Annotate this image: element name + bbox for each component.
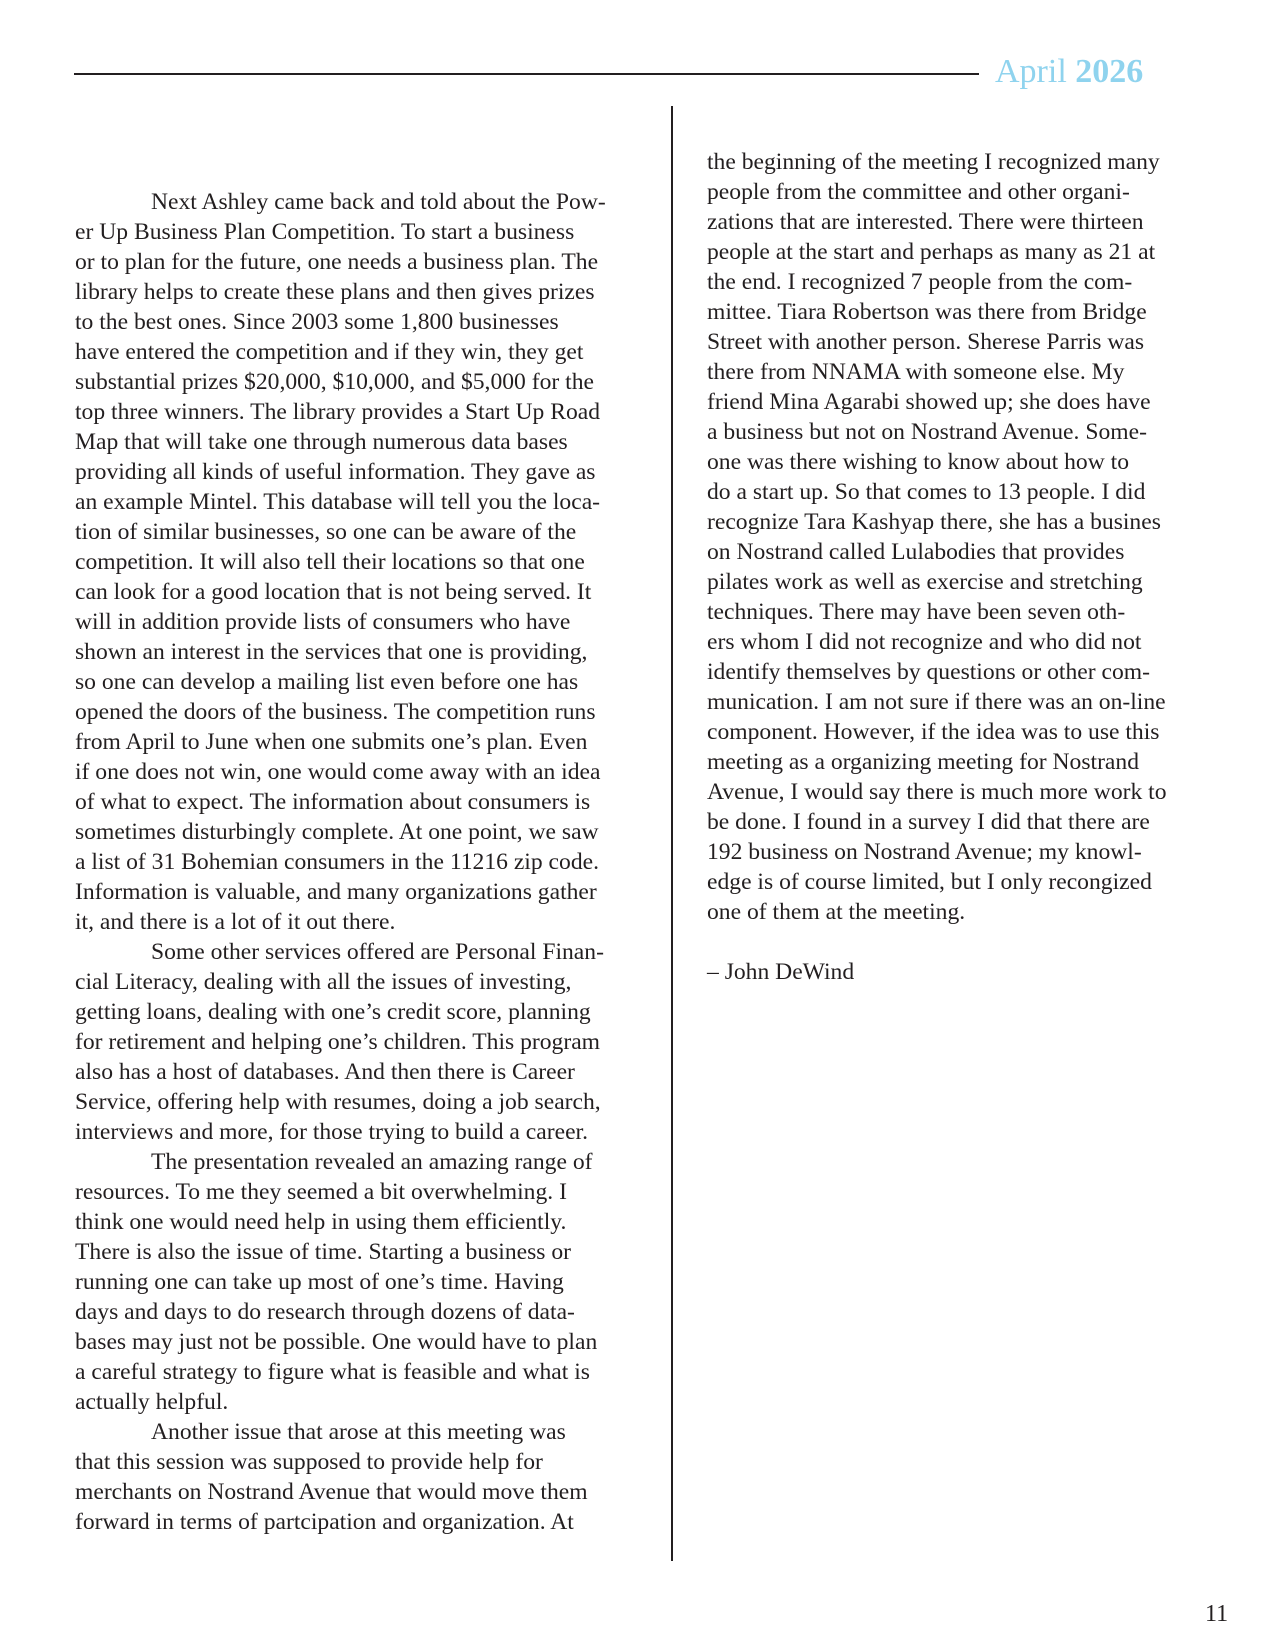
text-line: providing all kinds of useful information. They gave as [75,459,596,485]
text-line: if one does not win, one would come away with an idea [75,759,601,785]
text-line: for retirement and helping one’s children. This program [75,1029,601,1055]
text-line: identify themselves by questions or other com- [707,659,1150,685]
text-line: Information is valuable, and many organizations gather [75,879,597,905]
text-line: a list of 31 Bohemian consumers in the 11216 zip code. [75,849,599,875]
text-line: recognize Tara Kashyap there, she has a busines [707,509,1161,535]
issue-date [995,52,1143,92]
right-column [707,147,1227,987]
text-line: techniques. There may have been seven oth- [707,599,1126,625]
text-line: or to plan for the future, one needs a business plan. The [75,249,599,275]
left-column [75,187,645,1537]
text-line: will in addition provide lists of consumers who have [75,609,571,635]
text-line: Another issue that arose at this meeting was [151,1419,566,1445]
text-line: shown an interest in the services that one is providing, [75,639,588,665]
issue-month: April [995,53,1067,90]
text-line: The presentation revealed an amazing range of [151,1149,593,1175]
text-line: mittee. Tiara Robertson was there from Bridge [707,299,1147,325]
author-signature: – John DeWind [707,959,855,985]
page-number: 11 [1205,1601,1229,1627]
text-line: resources. To me they seemed a bit overwhelming. I [75,1179,567,1205]
text-line: Avenue, I would say there is much more work to [707,779,1167,805]
text-line: bases may just not be possible. One would have to plan [75,1329,598,1355]
text-line: people at the start and perhaps as many as 21 at [707,239,1156,265]
text-line: Map that will take one through numerous data bases [75,429,568,455]
text-line: an example Mintel. This database will tell you the loca- [75,489,601,515]
text-line: er Up Business Plan Competition. To start a business [75,219,575,245]
text-line: forward in terms of partcipation and organization. At [75,1509,574,1535]
text-line: it, and there is a lot of it out there. [75,909,396,935]
text-line: Service, offering help with resumes, doing a job search, [75,1089,601,1115]
text-line: pilates work as well as exercise and stretching [707,569,1143,595]
text-line: days and days to do research through dozens of data- [75,1299,575,1325]
header-rule [74,73,979,75]
text-line: sometimes disturbingly complete. At one point, we saw [75,819,599,845]
text-line: library helps to create these plans and then gives prizes [75,279,595,305]
text-line: top three winners. The library provides a Start Up Road [75,399,601,425]
text-line: Some other services offered are Personal Finan- [151,939,604,965]
text-line: ers whom I did not recognize and who did not [707,629,1142,655]
text-line: competition. It will also tell their locations so that one [75,549,585,575]
text-line: zations that are interested. There were thirteen [707,209,1144,235]
text-line: think one would need help in using them efficiently. [75,1209,567,1235]
text-line: running one can take up most of one’s time. Having [75,1269,564,1295]
text-line: 192 business on Nostrand Avenue; my knowl- [707,839,1142,865]
text-line: meeting as a organizing meeting for Nostrand [707,749,1139,775]
text-line: interviews and more, for those trying to build a career. [75,1119,589,1145]
text-line: the beginning of the meeting I recognized many [707,149,1160,175]
text-line: be done. I found in a survey I did that there are [707,809,1150,835]
text-line: Next Ashley came back and told about the Pow- [151,189,606,215]
text-line: munication. I am not sure if there was an on-line [707,689,1166,715]
text-line: substantial prizes $20,000, $10,000, and $5,000 for the [75,369,594,395]
text-line: friend Mina Agarabi showed up; she does have [707,389,1151,415]
text-line: from April to June when one submits one’s plan. Even [75,729,588,755]
text-line: people from the committee and other organi- [707,179,1130,205]
text-line: merchants on Nostrand Avenue that would move them [75,1479,588,1505]
text-line: a business but not on Nostrand Avenue. Some- [707,419,1147,445]
text-line: to the best ones. Since 2003 some 1,800 businesses [75,309,559,335]
text-line: there from NNAMA with someone else. My [707,359,1125,385]
column-divider [671,106,673,1561]
text-line: on Nostrand called Lulabodies that provides [707,539,1125,565]
text-line: have entered the competition and if they win, they get [75,339,584,365]
text-line: so one can develop a mailing list even before one has [75,669,579,695]
text-line: the end. I recognized 7 people from the com- [707,269,1133,295]
text-line: a careful strategy to figure what is feasible and what is [75,1359,590,1385]
text-line: do a start up. So that comes to 13 people. I did [707,479,1146,505]
text-line: actually helpful. [75,1389,229,1415]
text-line: opened the doors of the business. The competition runs [75,699,596,725]
text-line: can look for a good location that is not being served. It [75,579,592,605]
text-line: There is also the issue of time. Starting a business or [75,1239,572,1265]
text-line: of what to expect. The information about consumers is [75,789,591,815]
text-line: that this session was supposed to provide help for [75,1449,543,1475]
text-line: getting loans, dealing with one’s credit score, planning [75,999,591,1025]
text-line: component. However, if the idea was to use this [707,719,1160,745]
blank-line [707,927,1227,957]
text-line: cial Literacy, dealing with all the issues of investing, [75,969,572,995]
text-line: edge is of course limited, but I only recongized [707,869,1152,895]
text-line: tion of similar businesses, so one can be aware of the [75,519,577,545]
issue-year: 2026 [1075,53,1144,90]
text-line: one was there wishing to know about how to [707,449,1130,475]
text-line: Street with another person. Sherese Parris was [707,329,1145,355]
text-line: also has a host of databases. And then there is Career [75,1059,575,1085]
text-line: one of them at the meeting. [707,899,966,925]
